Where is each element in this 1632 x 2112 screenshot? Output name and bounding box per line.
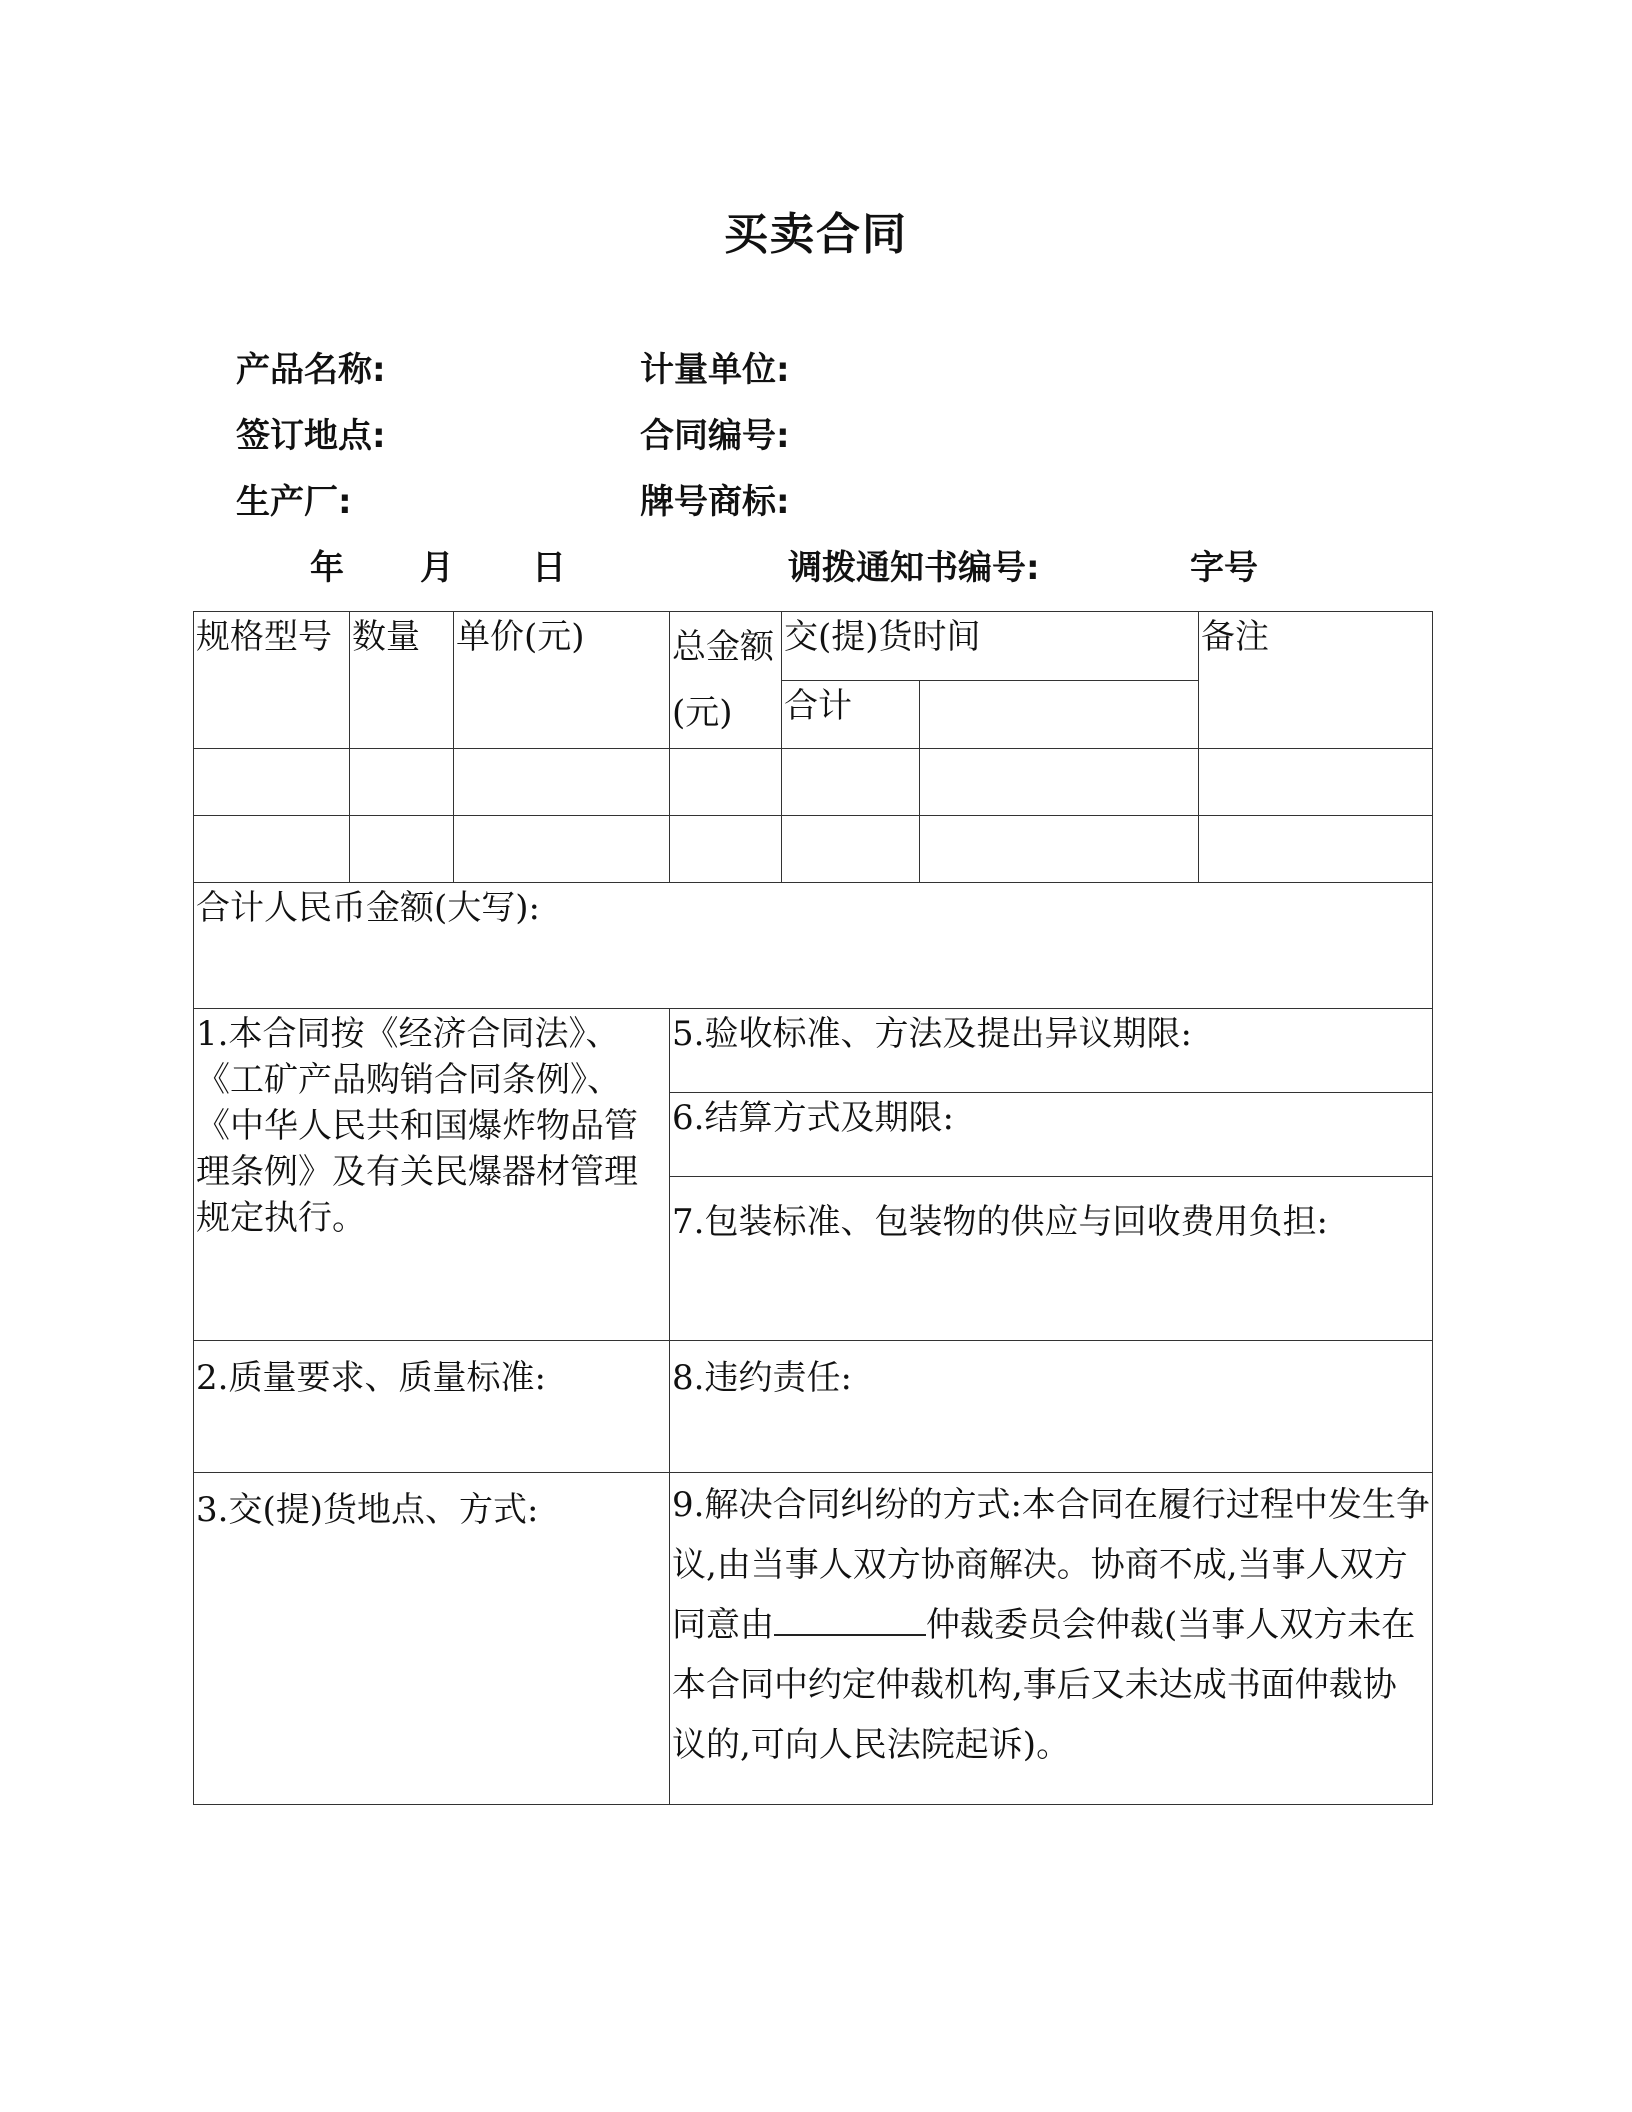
clause-3: 3.交(提)货地点、方式: (194, 1473, 670, 1805)
date-year: 年 (310, 548, 344, 588)
col-price-header: 单价(元) (454, 612, 670, 749)
unit-label: 计量单位: (640, 350, 790, 390)
notice-no-label: 调拨通知书编号: (788, 548, 1040, 588)
table-cell (670, 816, 782, 883)
table-cell (920, 749, 1199, 816)
contract-no-label: 合同编号: (640, 416, 790, 456)
col-total-header: 总金额(元) (670, 612, 782, 749)
table-cell (1199, 749, 1433, 816)
contract-table (193, 611, 1433, 1805)
document-title: 买卖合同 (724, 209, 908, 260)
clause-9 (670, 1473, 1433, 1805)
clause-8: 8.违约责任: (670, 1341, 1433, 1473)
table-cell (194, 816, 350, 883)
table-cell (1199, 816, 1433, 883)
brand-label: 牌号商标: (640, 482, 790, 522)
delivery-blank-header (920, 680, 1199, 749)
table-cell (454, 816, 670, 883)
table-cell (670, 749, 782, 816)
clause-6: 6.结算方式及期限: (670, 1093, 1433, 1177)
table-cell (454, 749, 670, 816)
product-name-label: 产品名称: (236, 350, 386, 390)
clause-5: 5.验收标准、方法及提出异议期限: (670, 1009, 1433, 1093)
clause-9-text-b: 仲裁委员会仲裁(当事人双方未在本合同中约定仲裁机构,事后又未达成书面仲裁协议的,可向人民法院起诉)。 (672, 1605, 1416, 1765)
table-cell (194, 749, 350, 816)
table-cell (920, 816, 1199, 883)
col-qty-header: 数量 (350, 612, 454, 749)
table-cell (782, 749, 920, 816)
sign-place-label: 签订地点: (236, 416, 386, 456)
clause-2: 2.质量要求、质量标准: (194, 1341, 670, 1473)
col-remark-header: 备注 (1199, 612, 1433, 749)
table-cell (350, 749, 454, 816)
zihao-label: 字号 (1190, 548, 1258, 588)
col-delivery-header: 交(提)货时间 (782, 612, 1199, 681)
clause-9-text-a: 9.解决合同纠纷的方式:本合同在履行过程中发生争议,由当事人双方协商解决。协商不成,当事人双方同意由 (672, 1485, 1430, 1645)
date-day: 日 (532, 548, 566, 588)
col-spec-header: 规格型号 (194, 612, 350, 749)
table-cell (782, 816, 920, 883)
table-cell (350, 816, 454, 883)
col-sum-header: 合计 (782, 680, 920, 749)
date-month: 月 (420, 548, 454, 588)
rmb-total-cell: 合计人民币金额(大写): (194, 883, 1433, 1009)
arbitration-blank (774, 1604, 926, 1636)
clause-1: 1.本合同按《经济合同法》、《工矿产品购销合同条例》、《中华人民共和国爆炸物品管理条例》及有关民爆器材管理规定执行。 (194, 1009, 670, 1341)
factory-label: 生产厂: (236, 482, 352, 522)
clause-7: 7.包装标准、包装物的供应与回收费用负担: (670, 1177, 1433, 1341)
